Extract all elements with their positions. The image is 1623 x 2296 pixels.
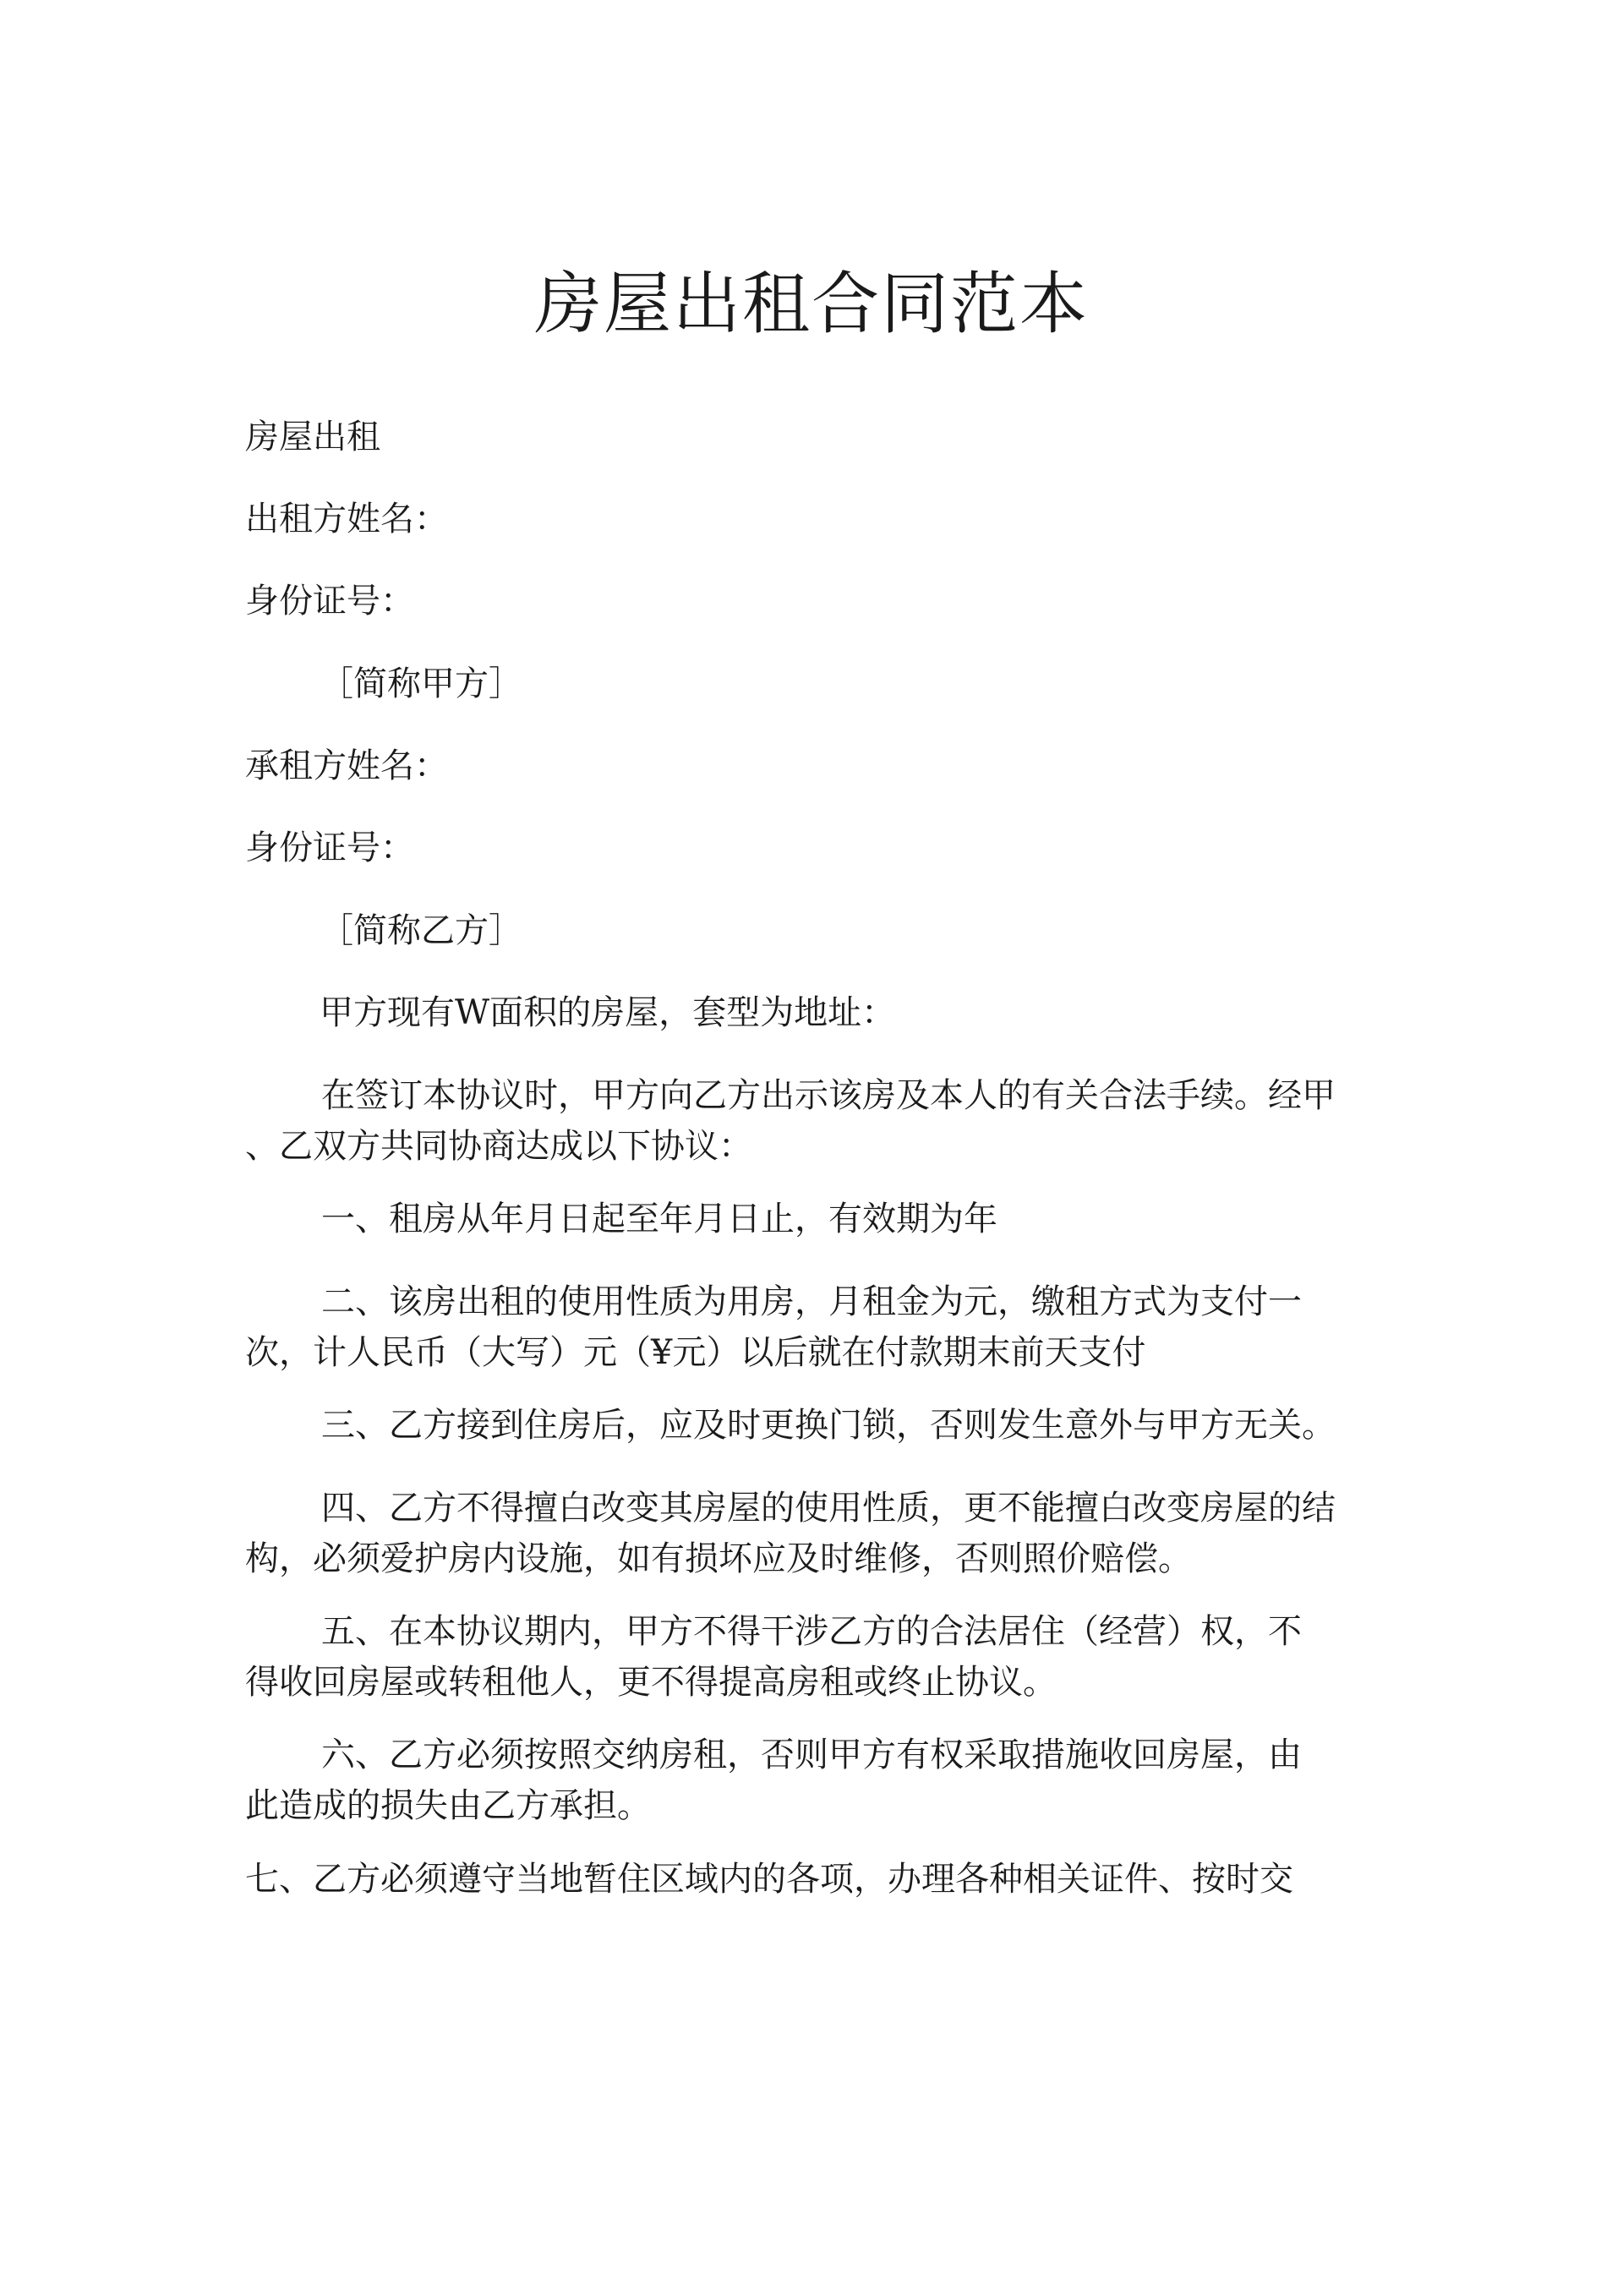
- clause-paragraph: [245, 1730, 1378, 1831]
- field-line: ［简称甲方］: [320, 664, 522, 703]
- paragraph-line: 四、乙方不得擅白改变其房屋的使用性质，更不能擅白改变房屋的结: [321, 1489, 1336, 1528]
- clause-paragraph: [245, 1854, 1378, 1905]
- document-title: 房屋出租合同范本: [534, 265, 1089, 343]
- field-line: 身份证号：: [245, 582, 414, 620]
- paragraph-line: 三、乙方接到住房后，应及时更换门锁，否则发生意外与甲方无关。: [321, 1406, 1336, 1445]
- field-line: 甲方现有W面积的房屋，套型为地址：: [320, 993, 896, 1032]
- paragraph-line: 此造成的损失由乙方承担。: [245, 1786, 651, 1825]
- clause-paragraph: [245, 1483, 1378, 1584]
- paragraph-line: 五、在本协议期内，甲方不得干涉乙方的合法居住（经营）权，不: [321, 1612, 1302, 1651]
- clause-paragraph: [245, 1194, 1378, 1244]
- paragraph-line: 六、乙方必须按照交纳房租，否则甲方有权采取措施收回房屋，由: [321, 1736, 1302, 1774]
- field-line: 承租方姓名：: [245, 746, 448, 785]
- paragraph-line: 二、该房出租的使用性质为用房，月租金为元，缴租方式为支付一: [321, 1282, 1302, 1321]
- paragraph-line: 在签订本协议时，甲方向乙方出示该房及本人的有关合法手续。经甲: [321, 1076, 1336, 1115]
- paragraph-line: 次，计人民币（大写）元（¥元）以后就在付款期末前天支付: [245, 1333, 1146, 1372]
- clause-paragraph: [245, 1070, 1378, 1172]
- field-line: 房屋出租: [245, 418, 380, 456]
- paragraph-line: 构，必须爱护房内设施，如有损坏应及时维修，否则照价赔偿。: [245, 1539, 1192, 1578]
- clause-paragraph: [245, 1276, 1378, 1378]
- field-line: 身份证号：: [245, 828, 414, 867]
- field-line: ［简称乙方］: [320, 911, 522, 950]
- paragraph-line: 七、乙方必须遵守当地暂住区域内的各项，办理各种相关证件、按时交: [245, 1860, 1293, 1899]
- paragraph-line: 一、租房从年月日起至年月日止，有效期为年: [321, 1200, 997, 1238]
- clause-paragraph: [245, 1606, 1378, 1708]
- field-line: 出租方姓名：: [245, 500, 448, 538]
- clause-paragraph: [245, 1400, 1378, 1451]
- paragraph-line: 得收回房屋或转租他人，更不得提高房租或终止协议。: [245, 1663, 1057, 1702]
- paragraph-line: 、乙双方共同协商达成以下协议：: [245, 1127, 752, 1166]
